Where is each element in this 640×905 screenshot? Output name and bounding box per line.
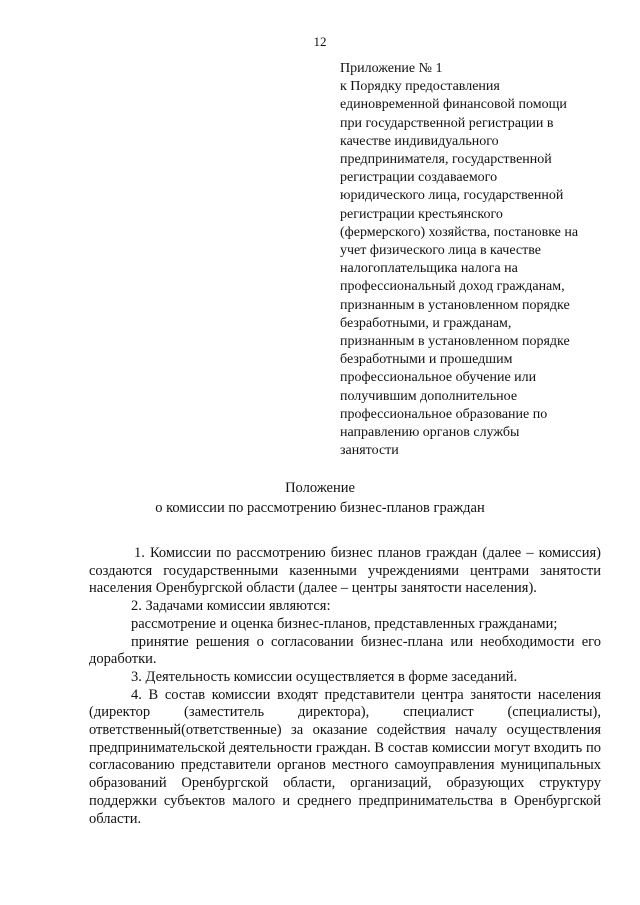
paragraph-6: 4. В состав комиссии входят представители центра занятости населения (директор (заместитель директора), специалист (специалисты), ответственный(ответственные) за оказание содействия началу осуществления предпринимательской деятельности граждан. В состав комиссии могут входить по согласованию представители органов местного самоуправления муниципальных образований Оренбургской области, организаций, образующих структуру поддержки субъектов малого и среднего предпринимательства в Оренбургской области. <box>89 686 601 827</box>
paragraph-3: рассмотрение и оценка бизнес-планов, представленных гражданами; <box>131 615 558 632</box>
document-title <box>0 478 640 518</box>
appendix-line: (фермерского) хозяйства, постановке на <box>340 224 579 240</box>
appendix-line: регистрации создаваемого <box>340 170 498 186</box>
appendix-line: безработными и прошедшим <box>340 352 513 368</box>
appendix-line: юридического лица, государственной <box>340 188 564 204</box>
appendix-line: качестве индивидуального <box>340 133 499 149</box>
appendix-line: признанным в установленном порядке <box>340 297 570 313</box>
appendix-line: признанным в установленном порядке <box>340 334 570 350</box>
appendix-line: профессиональный доход гражданам, <box>340 279 565 295</box>
paragraph-4: принятие решения о согласовании бизнес-плана или необходимости его доработки. <box>89 633 601 668</box>
appendix-header <box>340 60 610 460</box>
appendix-line: к Порядку предоставления <box>340 79 500 95</box>
appendix-line: при государственной регистрации в <box>340 115 554 131</box>
appendix-line: единовременной финансовой помощи <box>340 97 567 113</box>
document-body <box>89 545 601 828</box>
appendix-line: предпринимателя, государственной <box>340 152 552 168</box>
appendix-line: налогоплательщика налога на <box>340 261 518 277</box>
appendix-line: направлению органов службы <box>340 425 520 441</box>
paragraph-5: 3. Деятельность комиссии осуществляется в форме заседаний. <box>131 668 518 685</box>
appendix-line: безработными, и гражданам, <box>340 315 512 331</box>
appendix-line: профессиональное образование по <box>340 406 548 422</box>
title-heading: Положение <box>285 480 355 496</box>
paragraph-1: 1. Комиссии по рассмотрению бизнес планов граждан (далее – комиссия) создаются государственными казенными учреждениями центрами занятости населения Оренбургской области (далее – центры занятости населения). <box>89 545 601 597</box>
appendix-line: Приложение № 1 <box>340 61 443 76</box>
title-subheading: о комиссии по рассмотрению бизнес-планов граждан <box>155 500 485 516</box>
appendix-line: профессиональное обучение или <box>340 370 537 386</box>
paragraph-2: 2. Задачами комиссии являются: <box>131 598 331 615</box>
appendix-line: учет физического лица в качестве <box>340 243 541 259</box>
appendix-line: получившим дополнительное <box>340 388 518 404</box>
appendix-line: регистрации крестьянского <box>340 206 503 222</box>
page-number: 12 <box>313 34 327 49</box>
appendix-line: занятости <box>340 443 399 459</box>
